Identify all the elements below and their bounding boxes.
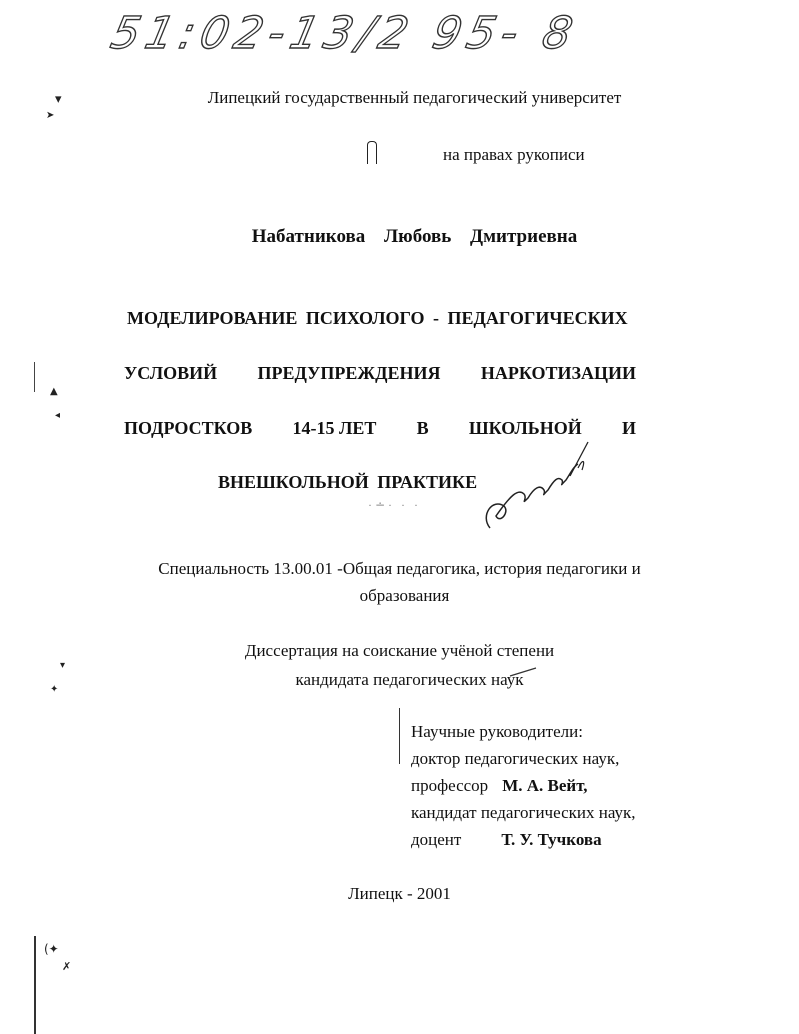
margin-mark: ➤ [46,110,55,121]
title-line-4: ВНЕШКОЛЬНОЙ ПРАКТИКЕ [218,472,478,492]
margin-mark: ▲ [50,386,58,397]
advisor-1-line [411,772,636,799]
title-word: И [621,418,636,438]
margin-mark: ✗ [62,960,72,973]
specialty-line-1: Специальность 13.00.01 -Общая педагогика, история педагогики и [158,559,641,578]
margin-mark: ◂ [55,410,61,421]
margin-mark: ▾ [55,92,62,107]
title-word: ПРЕДУПРЕЖДЕНИЯ [257,363,441,383]
handwritten-mark [367,141,377,164]
advisor-1-degree: доктор педагогических наук, [411,749,620,768]
handwritten-bracket [399,708,405,764]
handwritten-signature [470,436,600,536]
title-line-1: МОДЕЛИРОВАНИЕ ПСИХОЛОГО - ПЕДАГОГИЧЕСКИХ [127,308,628,328]
title-word: 14-15 ЛЕТ [292,418,377,438]
scan-edge-line [34,362,35,392]
margin-mark: (✦ [44,942,59,956]
dissertation-block [0,636,799,694]
title-line-2 [124,363,636,384]
title-word: В [416,418,429,438]
city-year: Липецк - 2001 [348,884,451,903]
rights-note: на правах рукописи [443,145,585,164]
advisor-2-line [411,826,636,853]
title-word: ШКОЛЬНОЙ [468,418,582,438]
author-name: Набатникова Любовь Дмитриевна [251,226,578,247]
specialty-block [0,555,799,609]
advisor-2-title: доцент [411,830,462,849]
margin-mark: ▾ [60,660,66,671]
advisors-heading: Научные руководители: [411,722,583,741]
handwritten-archive-number: 51:02-13/2 95- 8 [106,8,583,59]
scan-smudge: ·∸· · · [368,498,422,512]
advisor-1-title: профессор [411,776,489,795]
scan-edge-line [34,936,36,1034]
advisor-1-name: М. А. Вейт, [502,776,588,795]
title-word: ПОДРОСТКОВ [124,418,253,438]
advisor-2-name: Т. У. Тучкова [501,830,602,849]
advisors-block [411,718,636,853]
dissertation-line-2: кандидата педагогических наук [295,670,524,689]
specialty-line-2: образования [359,586,450,605]
handwritten-stroke [508,664,538,678]
title-word: УСЛОВИЙ [124,363,218,383]
title-word: НАРКОТИЗАЦИИ [480,363,636,383]
university-name: Липецкий государственный педагогический университет [207,88,622,107]
advisor-2-degree: кандидат педагогических наук, [411,803,636,822]
dissertation-line-1: Диссертация на соискание учёной степени [244,641,555,660]
margin-mark: ✦ [50,684,59,695]
